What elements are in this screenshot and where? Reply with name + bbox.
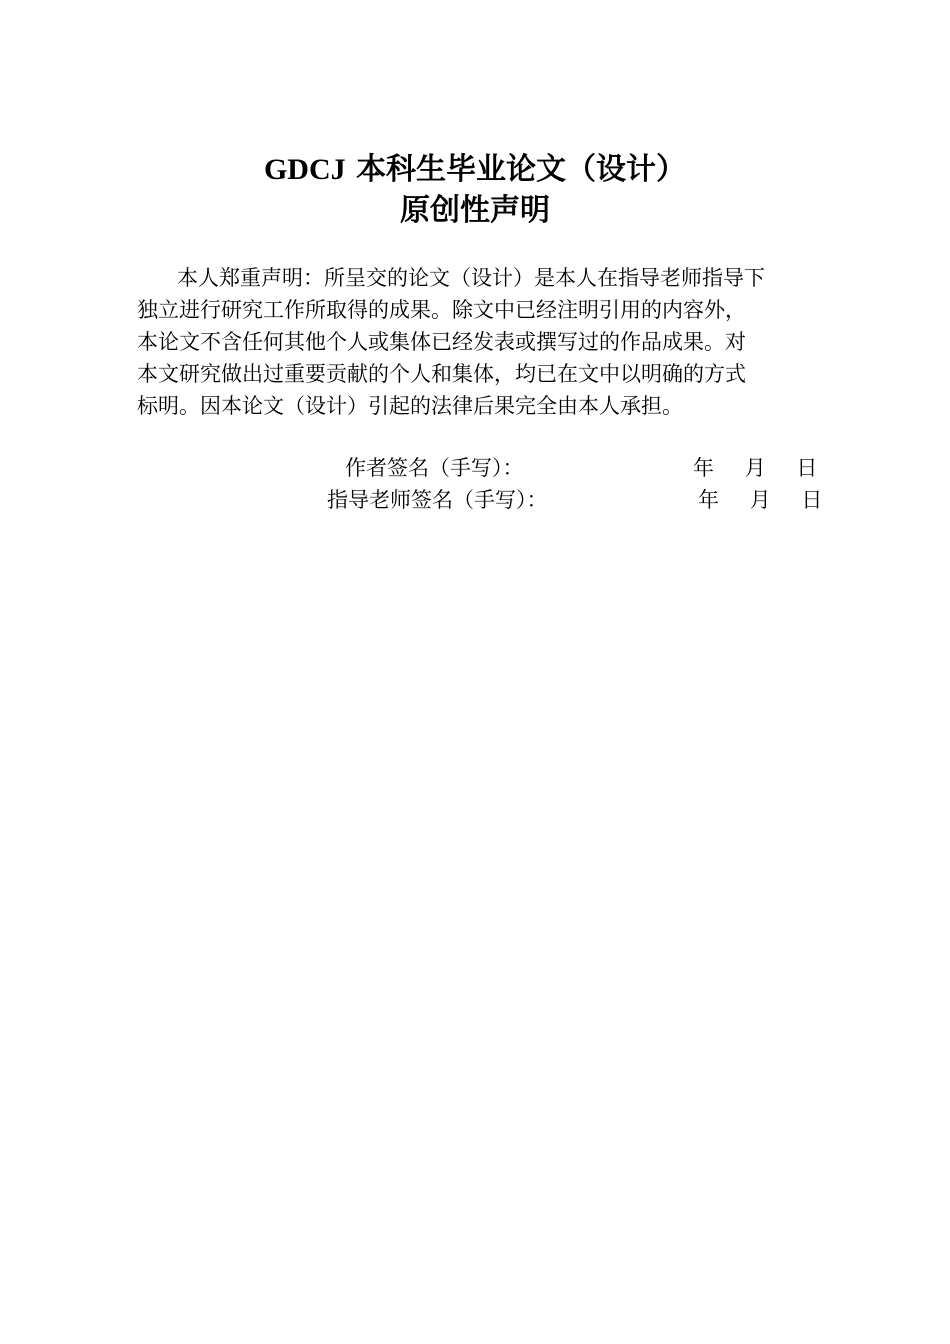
date-year-label: 年 xyxy=(698,488,719,512)
date-day-label: 日 xyxy=(801,488,823,512)
body-line: 独立进行研究工作所取得的成果。除文中已经注明引用的内容外， xyxy=(137,298,746,322)
author-signature-label: 作者签名（手写）： xyxy=(345,456,524,480)
title-text: 本科生毕业论文（设计） xyxy=(356,152,687,187)
document-title xyxy=(0,152,950,188)
date-month-label: 月 xyxy=(744,456,766,480)
date-month-label: 月 xyxy=(749,488,771,512)
body-line: 本论文不含任何其他个人或集体已经发表或撰写过的作品成果。对 xyxy=(137,330,746,354)
body-line: 本文研究做出过重要贡献的个人和集体，均已在文中以明确的方式 xyxy=(137,362,746,386)
advisor-signature-date xyxy=(698,486,822,514)
title-prefix: GDCJ xyxy=(263,153,346,186)
declaration-body xyxy=(137,262,857,422)
date-year-label: 年 xyxy=(693,456,714,480)
advisor-signature-label: 指导老师签名（手写）： xyxy=(327,488,548,512)
document-subtitle: 原创性声明 xyxy=(400,193,550,228)
date-day-label: 日 xyxy=(796,456,818,480)
body-line: 本人郑重声明：所呈交的论文（设计）是本人在指导老师指导下 xyxy=(177,266,765,290)
author-signature-date xyxy=(693,454,817,482)
body-line: 标明。因本论文（设计）引起的法律后果完全由本人承担。 xyxy=(137,394,683,418)
